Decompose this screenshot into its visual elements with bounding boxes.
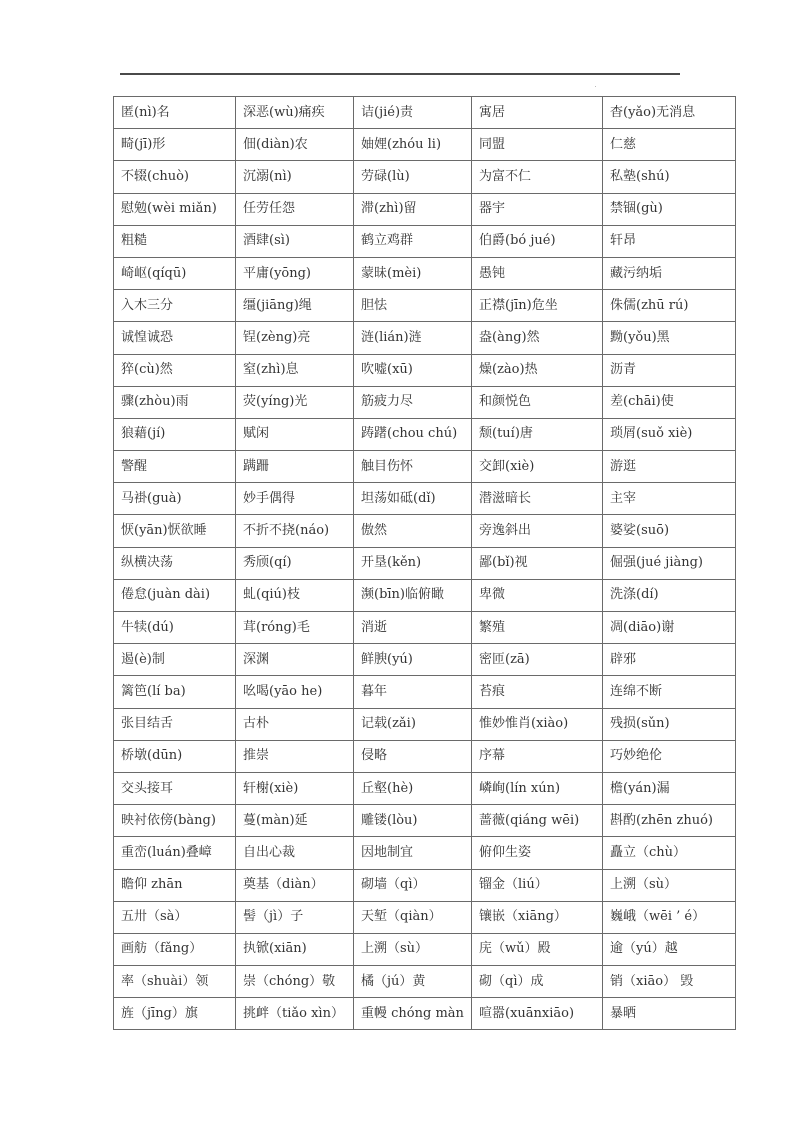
table-row xyxy=(114,354,736,386)
vocab-cell: 燥(zào)热 xyxy=(472,354,603,386)
vocab-cell: 檐(yán)漏 xyxy=(603,772,736,804)
vocab-cell: 婆娑(suō) xyxy=(603,515,736,547)
vocab-cell: 畸(jī)形 xyxy=(114,129,236,161)
vocab-cell: 消逝 xyxy=(354,612,472,644)
vocab-cell: 猝(cù)然 xyxy=(114,354,236,386)
vocab-cell: 密匝(zā) xyxy=(472,644,603,676)
table-row xyxy=(114,579,736,611)
table-row xyxy=(114,901,736,933)
table-row xyxy=(114,740,736,772)
vocab-cell: 不辍(chuò) xyxy=(114,161,236,193)
vocab-cell: 仁慈 xyxy=(603,129,736,161)
vocab-cell: 遏(è)制 xyxy=(114,644,236,676)
vocab-cell: 器宇 xyxy=(472,193,603,225)
vocab-cell: 妙手偶得 xyxy=(236,483,354,515)
vocab-cell: 濒(bīn)临俯瞰 xyxy=(354,579,472,611)
vocab-cell: 荧(yíng)光 xyxy=(236,386,354,418)
vocab-cell: 张目结舌 xyxy=(114,708,236,740)
vocab-cell: 私塾(shú) xyxy=(603,161,736,193)
table-row xyxy=(114,290,736,322)
vocab-cell: 妯娌(zhóu li) xyxy=(354,129,472,161)
vocab-cell: 鲜腴(yú) xyxy=(354,644,472,676)
vocab-cell: 奠基（diàn） xyxy=(236,869,354,901)
table-row xyxy=(114,161,736,193)
vocab-cell: 滞(zhì)留 xyxy=(354,193,472,225)
table-row xyxy=(114,193,736,225)
speck xyxy=(595,86,596,87)
vocab-cell: 深渊 xyxy=(236,644,354,676)
table-row xyxy=(114,418,736,450)
vocab-cell: 缰(jiāng)绳 xyxy=(236,290,354,322)
vocab-cell: 连绵不断 xyxy=(603,676,736,708)
table-row xyxy=(114,483,736,515)
vocab-cell: 为富不仁 xyxy=(472,161,603,193)
vocab-cell: 挑衅（tiǎo xìn） xyxy=(236,998,354,1030)
vocab-cell: 蔷薇(qiáng wēi) xyxy=(472,805,603,837)
vocab-cell: 洗涤(dí) xyxy=(603,579,736,611)
vocab-cell: 差(chāi)使 xyxy=(603,386,736,418)
vocab-cell: 正襟(jīn)危坐 xyxy=(472,290,603,322)
vocabulary-table xyxy=(113,96,736,1030)
vocab-cell: 和颜悦色 xyxy=(472,386,603,418)
vocab-cell: 禁锢(gù) xyxy=(603,193,736,225)
vocab-cell: 率（shuài）领 xyxy=(114,966,236,998)
vocab-cell: 推崇 xyxy=(236,740,354,772)
vocab-cell: 瞻仰 zhān xyxy=(114,869,236,901)
table-row xyxy=(114,998,736,1030)
vocab-cell: 砌墙（qì） xyxy=(354,869,472,901)
vocab-cell: 庑（wǔ）殿 xyxy=(472,933,603,965)
vocab-cell: 踌躇(chou chú) xyxy=(354,418,472,450)
vocab-cell: 黝(yǒu)黑 xyxy=(603,322,736,354)
vocab-cell: 慰勉(wèi miǎn) xyxy=(114,193,236,225)
vocab-cell: 诘(jié)责 xyxy=(354,97,472,129)
vocab-cell: 蹒跚 xyxy=(236,451,354,483)
vocab-cell: 佃(diàn)农 xyxy=(236,129,354,161)
vocab-cell: 逾（yú）越 xyxy=(603,933,736,965)
vocab-cell: 斟酌(zhēn zhuó) xyxy=(603,805,736,837)
vocab-cell: 惟妙惟肖(xiào) xyxy=(472,708,603,740)
vocab-cell: 骤(zhòu)雨 xyxy=(114,386,236,418)
table-row xyxy=(114,547,736,579)
vocab-cell: 俯仰生姿 xyxy=(472,837,603,869)
vocab-cell: 游逛 xyxy=(603,451,736,483)
table-row xyxy=(114,805,736,837)
vocab-cell: 嶙峋(lín xún) xyxy=(472,772,603,804)
vocab-cell: 凋(diāo)谢 xyxy=(603,612,736,644)
vocab-cell: 粗糙 xyxy=(114,225,236,257)
vocab-cell: 上溯（sù） xyxy=(603,869,736,901)
vocab-cell: 主宰 xyxy=(603,483,736,515)
vocab-cell: 沥青 xyxy=(603,354,736,386)
vocab-cell: 记载(zǎi) xyxy=(354,708,472,740)
vocab-cell: 马褂(guà) xyxy=(114,483,236,515)
header-rule xyxy=(120,73,680,75)
vocab-cell: 自出心裁 xyxy=(236,837,354,869)
table-row xyxy=(114,386,736,418)
vocab-cell: 涟(lián)涟 xyxy=(354,322,472,354)
vocab-cell: 古朴 xyxy=(236,708,354,740)
vocab-cell: 纵横决荡 xyxy=(114,547,236,579)
vocab-cell: 倦怠(juàn dài) xyxy=(114,579,236,611)
vocab-cell: 坦荡如砥(dǐ) xyxy=(354,483,472,515)
vocab-cell: 胆怯 xyxy=(354,290,472,322)
vocab-cell: 劳碌(lù) xyxy=(354,161,472,193)
table-row xyxy=(114,772,736,804)
table-row xyxy=(114,257,736,289)
vocab-cell: 颓(tuí)唐 xyxy=(472,418,603,450)
vocab-cell: 旌（jīng）旗 xyxy=(114,998,236,1030)
vocab-cell: 入木三分 xyxy=(114,290,236,322)
vocab-cell: 残损(sǔn) xyxy=(603,708,736,740)
vocab-cell: 狼藉(jí) xyxy=(114,418,236,450)
vocab-cell: 崎岖(qíqū) xyxy=(114,257,236,289)
vocab-cell: 秀颀(qí) xyxy=(236,547,354,579)
vocab-cell: 恹(yān)恹欲睡 xyxy=(114,515,236,547)
vocab-cell: 巍峨（wēi ’ é） xyxy=(603,901,736,933)
vocab-cell: 旁逸斜出 xyxy=(472,515,603,547)
table-row xyxy=(114,322,736,354)
vocab-cell: 侵略 xyxy=(354,740,472,772)
vocab-cell: 酒肆(sì) xyxy=(236,225,354,257)
vocab-cell: 吹嘘(xū) xyxy=(354,354,472,386)
vocab-cell: 矗立（chù） xyxy=(603,837,736,869)
vocab-cell: 筋疲力尽 xyxy=(354,386,472,418)
vocab-cell: 卑微 xyxy=(472,579,603,611)
vocab-cell: 砌（qì）成 xyxy=(472,966,603,998)
vocab-cell: 重峦(luán)叠嶂 xyxy=(114,837,236,869)
vocab-cell: 任劳任怨 xyxy=(236,193,354,225)
vocab-cell: 镏金（liú） xyxy=(472,869,603,901)
table-row xyxy=(114,966,736,998)
vocab-cell: 匿(nì)名 xyxy=(114,97,236,129)
vocab-cell: 繁殖 xyxy=(472,612,603,644)
table-row xyxy=(114,708,736,740)
table-row xyxy=(114,225,736,257)
vocab-cell: 苔痕 xyxy=(472,676,603,708)
vocab-cell: 倔强(jué jiàng) xyxy=(603,547,736,579)
vocab-cell: 侏儒(zhū rú) xyxy=(603,290,736,322)
vocab-cell: 杳(yǎo)无消息 xyxy=(603,97,736,129)
vocab-cell: 深恶(wù)痛疾 xyxy=(236,97,354,129)
vocab-cell: 开垦(kěn) xyxy=(354,547,472,579)
table-row xyxy=(114,515,736,547)
vocab-cell: 藏污纳垢 xyxy=(603,257,736,289)
vocab-cell: 雕镂(lòu) xyxy=(354,805,472,837)
vocab-cell: 沉溺(nì) xyxy=(236,161,354,193)
vocab-cell: 虬(qiú)枝 xyxy=(236,579,354,611)
vocab-cell: 执锨(xiān) xyxy=(236,933,354,965)
vocab-cell: 交头接耳 xyxy=(114,772,236,804)
vocab-cell: 映衬依傍(bàng) xyxy=(114,805,236,837)
vocab-cell: 丘壑(hè) xyxy=(354,772,472,804)
table-row xyxy=(114,612,736,644)
vocab-cell: 销（xiāo） 毁 xyxy=(603,966,736,998)
vocabulary-table-body xyxy=(114,97,736,1030)
vocab-cell: 天堑（qiàn） xyxy=(354,901,472,933)
vocab-cell: 诚惶诚恐 xyxy=(114,322,236,354)
vocab-cell: 不折不挠(náo) xyxy=(236,515,354,547)
table-row xyxy=(114,451,736,483)
vocab-cell: 喧嚣(xuānxiāo) xyxy=(472,998,603,1030)
vocab-cell: 暴晒 xyxy=(603,998,736,1030)
vocab-cell: 上溯（sù） xyxy=(354,933,472,965)
table-row xyxy=(114,837,736,869)
table-row xyxy=(114,644,736,676)
vocab-cell: 序幕 xyxy=(472,740,603,772)
vocab-cell: 轩榭(xiè) xyxy=(236,772,354,804)
vocab-cell: 平庸(yōng) xyxy=(236,257,354,289)
vocab-cell: 警醒 xyxy=(114,451,236,483)
vocab-cell: 轩昂 xyxy=(603,225,736,257)
vocab-cell: 牛犊(dú) xyxy=(114,612,236,644)
vocab-cell: 篱笆(lí ba) xyxy=(114,676,236,708)
vocab-cell: 赋闲 xyxy=(236,418,354,450)
vocab-cell: 盎(àng)然 xyxy=(472,322,603,354)
vocab-cell: 愚钝 xyxy=(472,257,603,289)
table-row xyxy=(114,676,736,708)
vocab-cell: 橘（jú）黄 xyxy=(354,966,472,998)
vocab-cell: 因地制宜 xyxy=(354,837,472,869)
vocab-cell: 寓居 xyxy=(472,97,603,129)
vocab-cell: 镶嵌（xiāng） xyxy=(472,901,603,933)
vocab-cell: 交卸(xiè) xyxy=(472,451,603,483)
table-row xyxy=(114,933,736,965)
vocab-cell: 蒙昧(mèi) xyxy=(354,257,472,289)
vocab-cell: 窒(zhì)息 xyxy=(236,354,354,386)
vocab-cell: 崇（chóng）敬 xyxy=(236,966,354,998)
vocab-cell: 辟邪 xyxy=(603,644,736,676)
table-row xyxy=(114,129,736,161)
vocab-cell: 同盟 xyxy=(472,129,603,161)
vocab-cell: 茸(róng)毛 xyxy=(236,612,354,644)
vocab-cell: 髻（jì）子 xyxy=(236,901,354,933)
vocab-cell: 鄙(bǐ)视 xyxy=(472,547,603,579)
vocab-cell: 暮年 xyxy=(354,676,472,708)
vocab-cell: 潜滋暗长 xyxy=(472,483,603,515)
vocab-cell: 蔓(màn)延 xyxy=(236,805,354,837)
vocab-cell: 锃(zèng)亮 xyxy=(236,322,354,354)
table-row xyxy=(114,869,736,901)
vocab-cell: 吆喝(yāo he) xyxy=(236,676,354,708)
vocab-cell: 桥墩(dūn) xyxy=(114,740,236,772)
vocab-cell: 画舫（fǎng） xyxy=(114,933,236,965)
vocab-cell: 巧妙绝伦 xyxy=(603,740,736,772)
vocab-cell: 五卅（sà） xyxy=(114,901,236,933)
vocab-cell: 重幔 chóng màn xyxy=(354,998,472,1030)
vocab-cell: 傲然 xyxy=(354,515,472,547)
vocab-cell: 伯爵(bó jué) xyxy=(472,225,603,257)
vocab-cell: 鹤立鸡群 xyxy=(354,225,472,257)
vocab-cell: 触目伤怀 xyxy=(354,451,472,483)
table-row xyxy=(114,97,736,129)
vocab-cell: 琐屑(suǒ xiè) xyxy=(603,418,736,450)
